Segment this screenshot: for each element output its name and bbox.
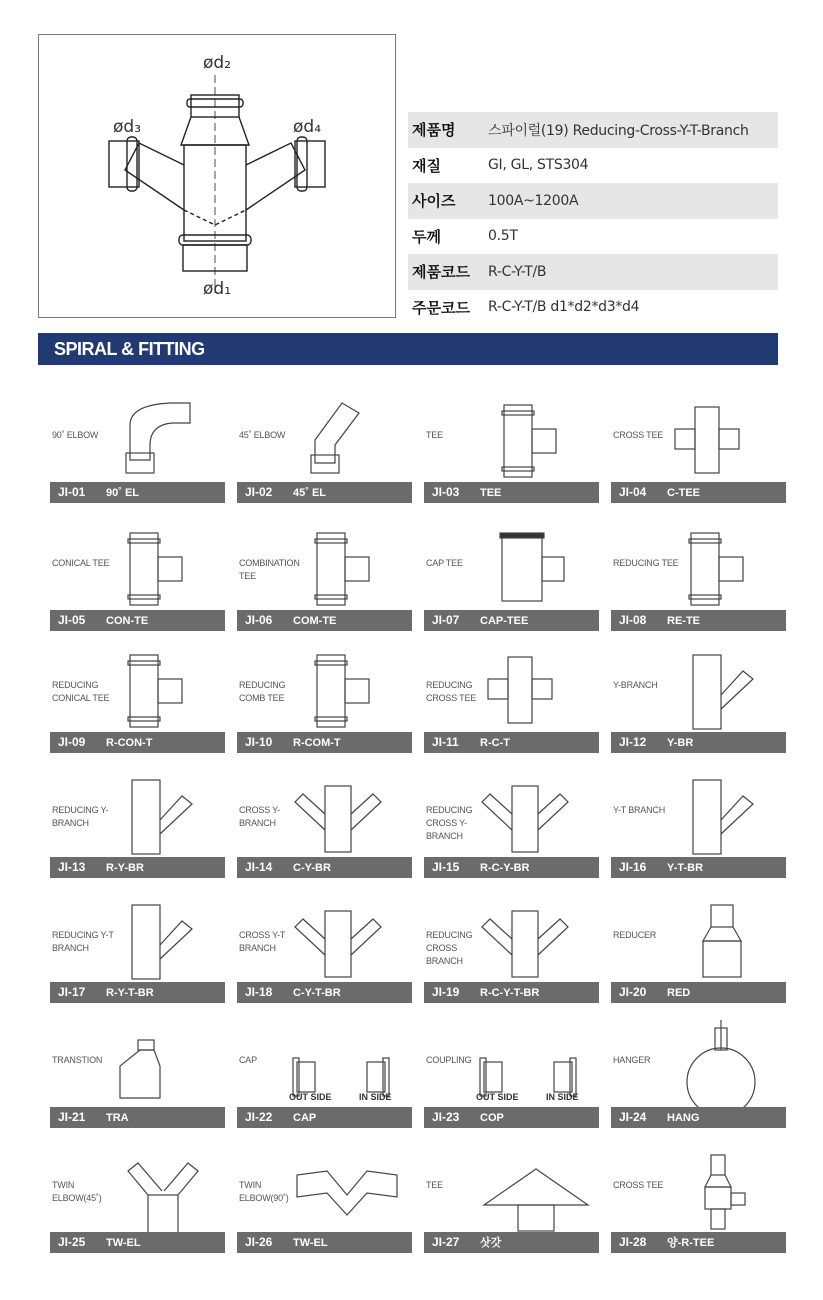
- catalog-item-ji-02: [237, 385, 412, 503]
- catalog-item-ji-07: [424, 513, 599, 631]
- fitting-code-bar: [424, 610, 599, 631]
- fitting-name: REDUCING CROSS TEE: [426, 680, 477, 703]
- fitting-name: TRANSTION: [52, 1055, 103, 1065]
- fitting-name: COMBINATION TEE: [239, 558, 300, 581]
- fitting-code: JI-03: [432, 485, 460, 499]
- spec-value: 0.5T: [488, 228, 518, 245]
- fitting-code: JI-18: [245, 985, 273, 999]
- spec-value: 스파이럴(19) Reducing-Cross-Y-T-Branch: [488, 122, 749, 139]
- fitting-abbr: 90˚ EL: [106, 487, 140, 499]
- fitting-code-bar: [611, 982, 786, 1003]
- fitting-abbr: TW-EL: [293, 1237, 328, 1249]
- fitting-name: HANGER: [613, 1055, 651, 1065]
- fitting-code-bar: [424, 482, 599, 503]
- fitting-abbr: R-C-Y-T-BR: [480, 987, 540, 999]
- fitting-code: JI-19: [432, 985, 460, 999]
- fitting-name: REDUCING CONICAL TEE: [52, 680, 110, 703]
- fitting-name: CROSS Y-T BRANCH: [239, 930, 286, 953]
- product-diagram: [38, 34, 396, 318]
- fitting-code: JI-13: [58, 860, 86, 874]
- fitting-code: JI-24: [619, 1110, 647, 1124]
- spec-value: 100A~1200A: [488, 192, 579, 209]
- fitting-name: REDUCING CROSS BRANCH: [426, 930, 473, 966]
- fitting-code-bar: [424, 732, 599, 753]
- d3-label: ød₃: [113, 117, 142, 137]
- fitting-abbr: Y-T-BR: [667, 862, 704, 874]
- fitting-name: REDUCING Y-BRANCH: [52, 805, 109, 828]
- spec-key: 두께: [412, 227, 441, 246]
- fitting-name: Y-T BRANCH: [613, 805, 666, 815]
- catalog-item-ji-23: [424, 1010, 599, 1128]
- catalog-item-ji-28: [611, 1135, 786, 1253]
- fitting-code-bar: [237, 982, 412, 1003]
- fitting-abbr: R-Y-T-BR: [106, 987, 154, 999]
- catalog-item-ji-16: [611, 760, 786, 878]
- fitting-code: JI-08: [619, 613, 647, 627]
- fitting-code-bar: [611, 610, 786, 631]
- fitting-abbr: TW-EL: [106, 1237, 141, 1249]
- fitting-code: JI-05: [58, 613, 86, 627]
- fitting-abbr: R-Y-BR: [106, 862, 144, 874]
- fitting-code-bar: [237, 732, 412, 753]
- spec-key: 주문코드: [412, 298, 470, 317]
- fitting-code-bar: [424, 857, 599, 878]
- spec-value: R-C-Y-T/B: [488, 263, 547, 280]
- fitting-code-bar: [237, 610, 412, 631]
- catalog-item-ji-05: [50, 513, 225, 631]
- fitting-code: JI-07: [432, 613, 460, 627]
- fitting-abbr: TRA: [106, 1112, 129, 1124]
- fitting-code: JI-14: [245, 860, 273, 874]
- fitting-abbr: R-C-T: [480, 737, 510, 749]
- fitting-abbr: CON-TE: [106, 615, 149, 627]
- fitting-name: REDUCING TEE: [613, 558, 679, 568]
- catalog-item-ji-09: [50, 635, 225, 753]
- fitting-code-bar: [237, 857, 412, 878]
- fitting-code: JI-12: [619, 735, 647, 749]
- fitting-abbr: 양-R-TEE: [667, 1237, 715, 1249]
- section-banner: SPIRAL & FITTING: [38, 333, 778, 365]
- fitting-code-bar: [611, 1232, 786, 1253]
- fitting-name: CROSS TEE: [613, 430, 664, 440]
- catalog-item-ji-24: [611, 1010, 786, 1128]
- spec-key: 제품코드: [412, 263, 470, 282]
- spec-value: R-C-Y-T/B d1*d2*d3*d4: [488, 299, 640, 316]
- fitting-code: JI-27: [432, 1235, 460, 1249]
- catalog-item-ji-01: [50, 385, 225, 503]
- catalog-item-ji-10: [237, 635, 412, 753]
- fitting-abbr: CAP: [293, 1112, 317, 1124]
- fitting-sub-label: IN SIDE: [546, 1092, 579, 1102]
- catalog-item-ji-19: [424, 885, 599, 1003]
- d4-label: ød₄: [293, 117, 322, 137]
- catalog-item-ji-06: [237, 513, 412, 631]
- fitting-code-bar: [237, 1232, 412, 1253]
- fitting-code-bar: [611, 482, 786, 503]
- spec-row: [408, 112, 778, 148]
- fitting-code: JI-11: [432, 735, 459, 749]
- fitting-code: JI-02: [245, 485, 273, 499]
- spec-row: [408, 219, 778, 255]
- fitting-abbr: C-Y-T-BR: [293, 987, 341, 999]
- fitting-abbr: CAP-TEE: [480, 615, 529, 627]
- catalog-item-ji-21: [50, 1010, 225, 1128]
- fitting-code: JI-09: [58, 735, 86, 749]
- fitting-code-bar: [611, 857, 786, 878]
- fitting-code-bar: [50, 1232, 225, 1253]
- fitting-name: CROSS Y-BRANCH: [239, 805, 280, 828]
- fitting-code-bar: [424, 982, 599, 1003]
- catalog-item-ji-08: [611, 513, 786, 631]
- fitting-abbr: C-Y-BR: [293, 862, 331, 874]
- fitting-abbr: R-CON-T: [106, 737, 153, 749]
- spec-row: [408, 254, 778, 290]
- fitting-name: 45˚ ELBOW: [239, 430, 286, 440]
- fitting-code: JI-17: [58, 985, 86, 999]
- fitting-abbr: TEE: [480, 487, 502, 499]
- fitting-abbr: Y-BR: [667, 737, 694, 749]
- spec-row: [408, 290, 778, 326]
- fitting-abbr: C-TEE: [667, 487, 700, 499]
- spec-row: [408, 183, 778, 219]
- fitting-code: JI-22: [245, 1110, 273, 1124]
- reducing-cross-y-t-branch-drawing: [39, 35, 395, 317]
- fitting-code: JI-28: [619, 1235, 647, 1249]
- catalog-item-ji-04: [611, 385, 786, 503]
- fitting-code: JI-06: [245, 613, 273, 627]
- catalog-item-ji-17: [50, 885, 225, 1003]
- fitting-code: JI-25: [58, 1235, 86, 1249]
- fitting-name: TEE: [426, 430, 443, 440]
- fitting-name: REDUCING Y-T BRANCH: [52, 930, 114, 953]
- fitting-abbr: R-C-Y-BR: [480, 862, 530, 874]
- fitting-code-bar: [611, 732, 786, 753]
- fitting-name: Y-BRANCH: [613, 680, 658, 690]
- fitting-name: REDUCER: [613, 930, 657, 940]
- fitting-abbr: COM-TE: [293, 615, 337, 627]
- catalog-item-ji-15: [424, 760, 599, 878]
- fitting-name: CAP: [239, 1055, 257, 1065]
- catalog-item-ji-25: [50, 1135, 225, 1253]
- fitting-code-bar: [424, 1232, 599, 1253]
- fitting-name: CROSS TEE: [613, 1180, 664, 1190]
- fitting-abbr: RE-TE: [667, 615, 700, 627]
- fitting-code: JI-15: [432, 860, 460, 874]
- catalog-item-ji-03: [424, 385, 599, 503]
- d1-label: ød₁: [203, 279, 232, 299]
- fitting-abbr: RED: [667, 987, 691, 999]
- fitting-code: JI-23: [432, 1110, 460, 1124]
- fitting-name: TWIN ELBOW(90˚): [239, 1180, 289, 1203]
- fitting-code-bar: [50, 857, 225, 878]
- spec-value: GI, GL, STS304: [488, 157, 589, 174]
- fitting-name: COUPLING: [426, 1055, 472, 1065]
- catalog-item-ji-20: [611, 885, 786, 1003]
- fitting-code-bar: [237, 482, 412, 503]
- fitting-code: JI-26: [245, 1235, 273, 1249]
- fitting-name: TWIN ELBOW(45˚): [52, 1180, 102, 1203]
- fitting-code-bar: [50, 982, 225, 1003]
- fitting-code: JI-16: [619, 860, 647, 874]
- fitting-sub-label: OUT SIDE: [289, 1092, 332, 1102]
- d2-label: ød₂: [203, 53, 232, 73]
- fitting-code-bar: [50, 482, 225, 503]
- fitting-code: JI-10: [245, 735, 273, 749]
- fitting-abbr: 45˚ EL: [293, 487, 327, 499]
- fitting-code: JI-21: [58, 1110, 86, 1124]
- catalog-item-ji-11: [424, 635, 599, 753]
- catalog-item-ji-14: [237, 760, 412, 878]
- catalog-item-ji-12: [611, 635, 786, 753]
- fitting-code-bar: [50, 610, 225, 631]
- catalog-item-ji-18: [237, 885, 412, 1003]
- fitting-name: REDUCING COMB TEE: [239, 680, 286, 703]
- fitting-sub-label: IN SIDE: [359, 1092, 392, 1102]
- spec-key: 제품명: [412, 121, 456, 140]
- spec-key: 재질: [412, 156, 441, 175]
- spec-row: [408, 148, 778, 184]
- fitting-name: CONICAL TEE: [52, 558, 110, 568]
- fitting-name: 90˚ ELBOW: [52, 430, 99, 440]
- fitting-code-bar: [50, 1107, 225, 1128]
- spec-key: 사이즈: [412, 192, 456, 211]
- fitting-code: JI-01: [58, 485, 86, 499]
- fitting-code-bar: [237, 1107, 412, 1128]
- spec-table: [408, 112, 778, 325]
- fitting-code: JI-20: [619, 985, 647, 999]
- fitting-code-bar: [50, 732, 225, 753]
- fitting-sub-label: OUT SIDE: [476, 1092, 519, 1102]
- fitting-code-bar: [611, 1107, 786, 1128]
- fitting-abbr: R-COM-T: [293, 737, 341, 749]
- catalog-item-ji-27: [424, 1135, 599, 1253]
- fitting-abbr: HANG: [667, 1112, 700, 1124]
- fitting-name: TEE: [426, 1180, 443, 1190]
- fitting-name: CAP TEE: [426, 558, 463, 568]
- fitting-code: JI-04: [619, 485, 647, 499]
- catalog-item-ji-22: [237, 1010, 412, 1128]
- fitting-name: REDUCING CROSS Y-BRANCH: [426, 805, 473, 841]
- catalog-item-ji-13: [50, 760, 225, 878]
- fitting-code-bar: [424, 1107, 599, 1128]
- catalog-item-ji-26: [237, 1135, 412, 1253]
- fitting-abbr: COP: [480, 1112, 504, 1124]
- fitting-abbr: 삿갓: [480, 1237, 502, 1249]
